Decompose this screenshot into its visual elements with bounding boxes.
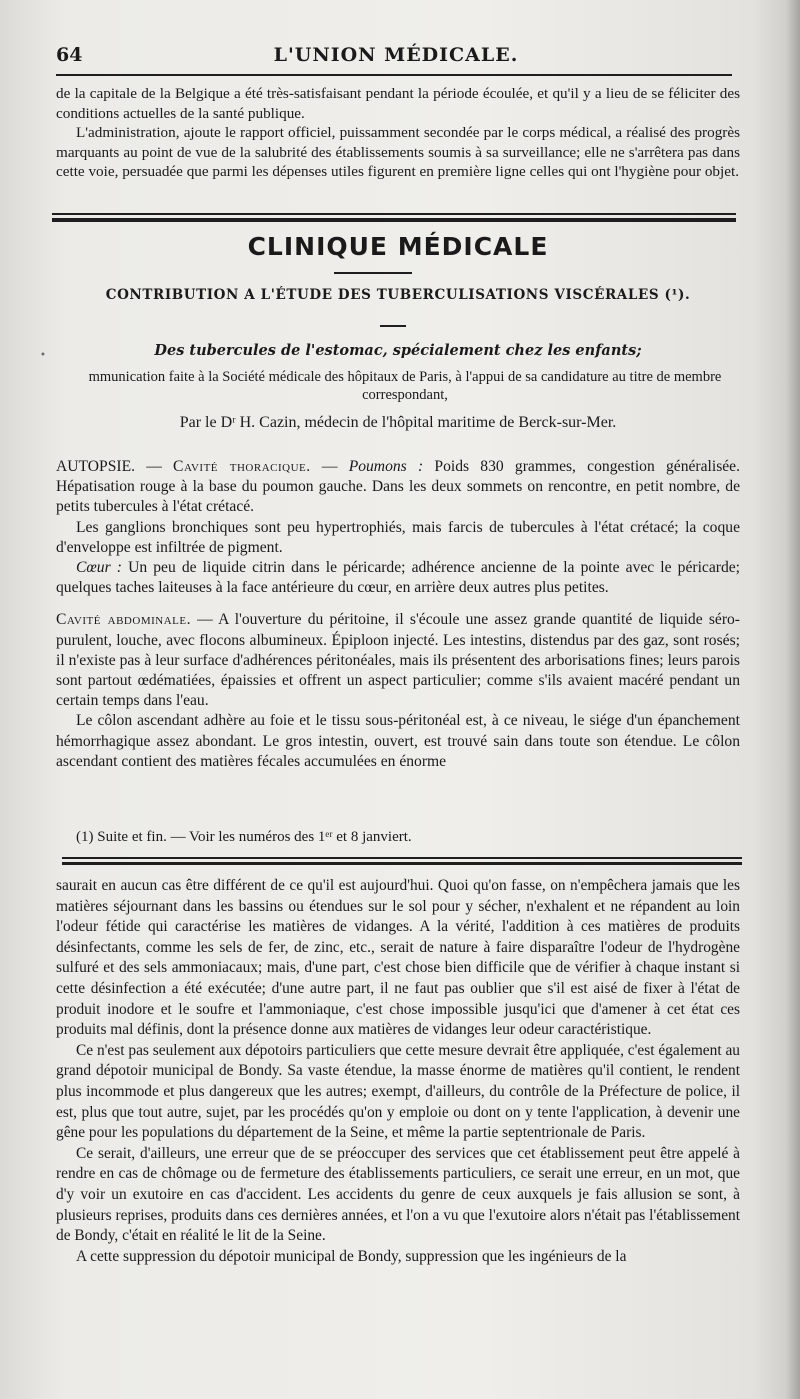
communication-note: mmunication faite à la Société médicale des hôpitaux de Paris, à l'appui de sa candidature au titre de membre correspondant, [88, 369, 722, 403]
intro-text [56, 84, 740, 182]
title-underline [334, 272, 412, 274]
footnote-double-rule-bottom [62, 862, 742, 865]
abdominal-paragraph: Cavité abdominale. — A l'ouverture du péritoine, il s'écoule une assez grande quantité de liquide séro-purulent, louche, avec flocons albumineux. Épiploon injecté. Les intestins, distendus par des gaz, sont rosés; il n'existe pas à leur surface d'adhérences péritonéales, mais ils présentent des arborisations fines; leurs parois sont partout œdématiées, épaissies et offrent un aspect particulier; comme s'ils avaient macéré pendant un certain temps dans l'eau. [56, 611, 741, 710]
colon-paragraph: Le côlon ascendant adhère au foie et le tissu sous-péritonéal est, à ce niveau, le siége d'un épanchement hémorrhagique assez abondant. Le gros intestin, ouvert, est trouvé sain dans toute son étendue. Le côlon ascendant contient des matières fécales accumulées en énorme [56, 712, 740, 770]
heart-text: Un peu de liquide citrin dans le péricarde; adhérence ancienne de la pointe avec le péricarde; quelques taches laiteuses à la face antérieure du cœur, en arrière deux autres plus petites. [56, 559, 740, 597]
autopsy-label: AUTOPSIE. [56, 458, 135, 475]
header-rule [56, 74, 732, 76]
footnote: (1) Suite et fin. — Voir les numéros des 1ᵉʳ et 8 janviert. [76, 829, 412, 845]
journal-title: L'UNION MÉDICALE. [273, 44, 519, 66]
heart-label: Cœur : [76, 559, 122, 577]
section-double-rule-bottom [52, 218, 736, 222]
lungs-label: Poumons : [348, 458, 424, 475]
running-head [56, 44, 736, 72]
author-byline: Par le Dʳ H. Cazin, médecin de l'hôpital maritime de Berck-sur-Mer. [179, 414, 617, 431]
intro-paragraph: de la capitale de la Belgique a été très-satisfaisant pendant la période écoulée, et qu'il y a lieu de se féliciter des conditions actuelles de la santé publique. [56, 85, 740, 122]
section-title: CLINIQUE MÉDICALE [247, 232, 549, 261]
article-rule [380, 325, 406, 327]
lower-paragraph: Ce n'est pas seulement aux dépotoirs particuliers que cette mesure devrait être appliquée, c'est également au grand dépotoir municipal de Bondy. Sa vaste étendue, la masse énorme de matières qu'il contient, le rendent plus incommode et plus dangereux que les autres; exempt, d'ailleurs, du contrôle de la Préfecture de police, il est, plus que tout autre, sujet, par les procédés qu'on y emploie ou dont on y tente l'application, à devenir une gêne pour les populations du département de la Seine, et même la partie septentrionale de Paris. [56, 1041, 740, 1142]
article-subtitle: Des tubercules de l'estomac, spécialement chez les enfants; [154, 342, 642, 359]
section-double-rule-top [52, 213, 736, 215]
heart-paragraph [56, 558, 740, 598]
abdominal-label: Cavité abdominale. [56, 611, 191, 629]
abdominal-text: A l'ouverture du péritoine, il s'écoule une assez grande quantité de liquide séro-purulent, louche, avec flocons albumineux. Épiploon injecté. Les intestins, distendus par des gaz, sont rosés; il n'existe pas à leur surface d'adhérences péritonéales, mais ils présentent des arborisations fines; leurs parois sont partout œdématiées, épaissies et offrent un aspect particulier; comme s'ils avaient macéré pendant un certain temps dans l'eau. [56, 611, 741, 710]
ganglions-paragraph: Les ganglions bronchiques sont peu hypertrophiés, mais farcis de tubercules à l'état crétacé; la coque d'enveloppe est infiltrée de pigment. [56, 518, 740, 556]
lower-paragraph: Ce serait, d'ailleurs, une erreur que de se préoccuper des services que cet établissement peut être appelé à rendre en cas de chômage ou de fermeture des établissements particuliers, ce serait une erreur, en un mot, que d'y voir un exutoire en cas d'accident. Les accidents du genre de ceux auxquels je fais allusion se sont, à plusieurs reprises, produits dans ces dernières années, et l'on a vu que l'exutoire alors n'était pas l'établissement de Bondy, c'était en réalité le lit de la Seine. [56, 1144, 740, 1245]
lungs-text: Poids 830 grammes, congestion généralisée. Hépatisation rouge à la base du poumon gauche. Dans les deux sommets on rencontre, en petit nombre, de petits tubercules à l'état crétacé. [56, 458, 740, 516]
page-edge-shadow [786, 0, 800, 1399]
article-title: CONTRIBUTION A L'ÉTUDE DES TUBERCULISATIONS VISCÉRALES (¹). [105, 287, 691, 303]
autopsy-lungs-paragraph: AUTOPSIE. — Cavité thoracique. — Poumons : Poids 830 grammes, congestion généralisée. Hépatisation rouge à la base du poumon gauche. Dans les deux sommets on rencontre, en petit nombre, de petits tubercules à l'état crétacé. [56, 458, 740, 516]
lower-paragraph: A cette suppression du dépotoir municipal de Bondy, suppression que les ingénieurs de la [76, 1247, 627, 1265]
intro-paragraph: L'administration, ajoute le rapport officiel, puissamment secondée par le corps médical, a réalisé des progrès marquants au point de vue de la salubrité des établissements soumis à sa surveillance; elle ne s'arrêtera pas dans cette voie, persuadée que parmi les dépenses utiles figurent en première ligne celles qui ont l'hygiène pour objet. [56, 124, 740, 181]
lower-paragraph: saurait en aucun cas être différent de ce qu'il est aujourd'hui. Quoi qu'on fasse, on n'empêchera jamais que les matières séjournant dans les bassins ou étendues sur le sol pour y sécher, n'exhalent et ne répandent au loin l'odeur fétide qui caractérise les matières de vidanges. A la vérité, l'addition à ces matières de produits désinfectants, comme les sels de fer, de zinc, etc., serait de nature à faire disparaître l'odeur de l'hydrogène sulfuré et des sels ammoniacaux; mais, d'une part, c'est chose bien difficile que de vérifier à chaque instant si cette désinfection a été exécutée; d'une autre part, il ne faut pas oublier que s'il est aisé de fixer à l'état de produit inodore et le soufre et l'ammoniaque, c'est chose impossible jusqu'ici que d'amener à cet état ces produits mal définis, dont la présence donne aux matières de vidanges leur odeur caractéristique. [56, 877, 740, 1039]
page-number: 64 [56, 44, 83, 66]
lower-text [56, 876, 740, 1267]
footnote-double-rule-top [62, 857, 742, 859]
thoracic-label: Cavité thoracique. [173, 458, 311, 475]
margin-dot: • [40, 350, 46, 361]
autopsy-text [56, 457, 740, 772]
